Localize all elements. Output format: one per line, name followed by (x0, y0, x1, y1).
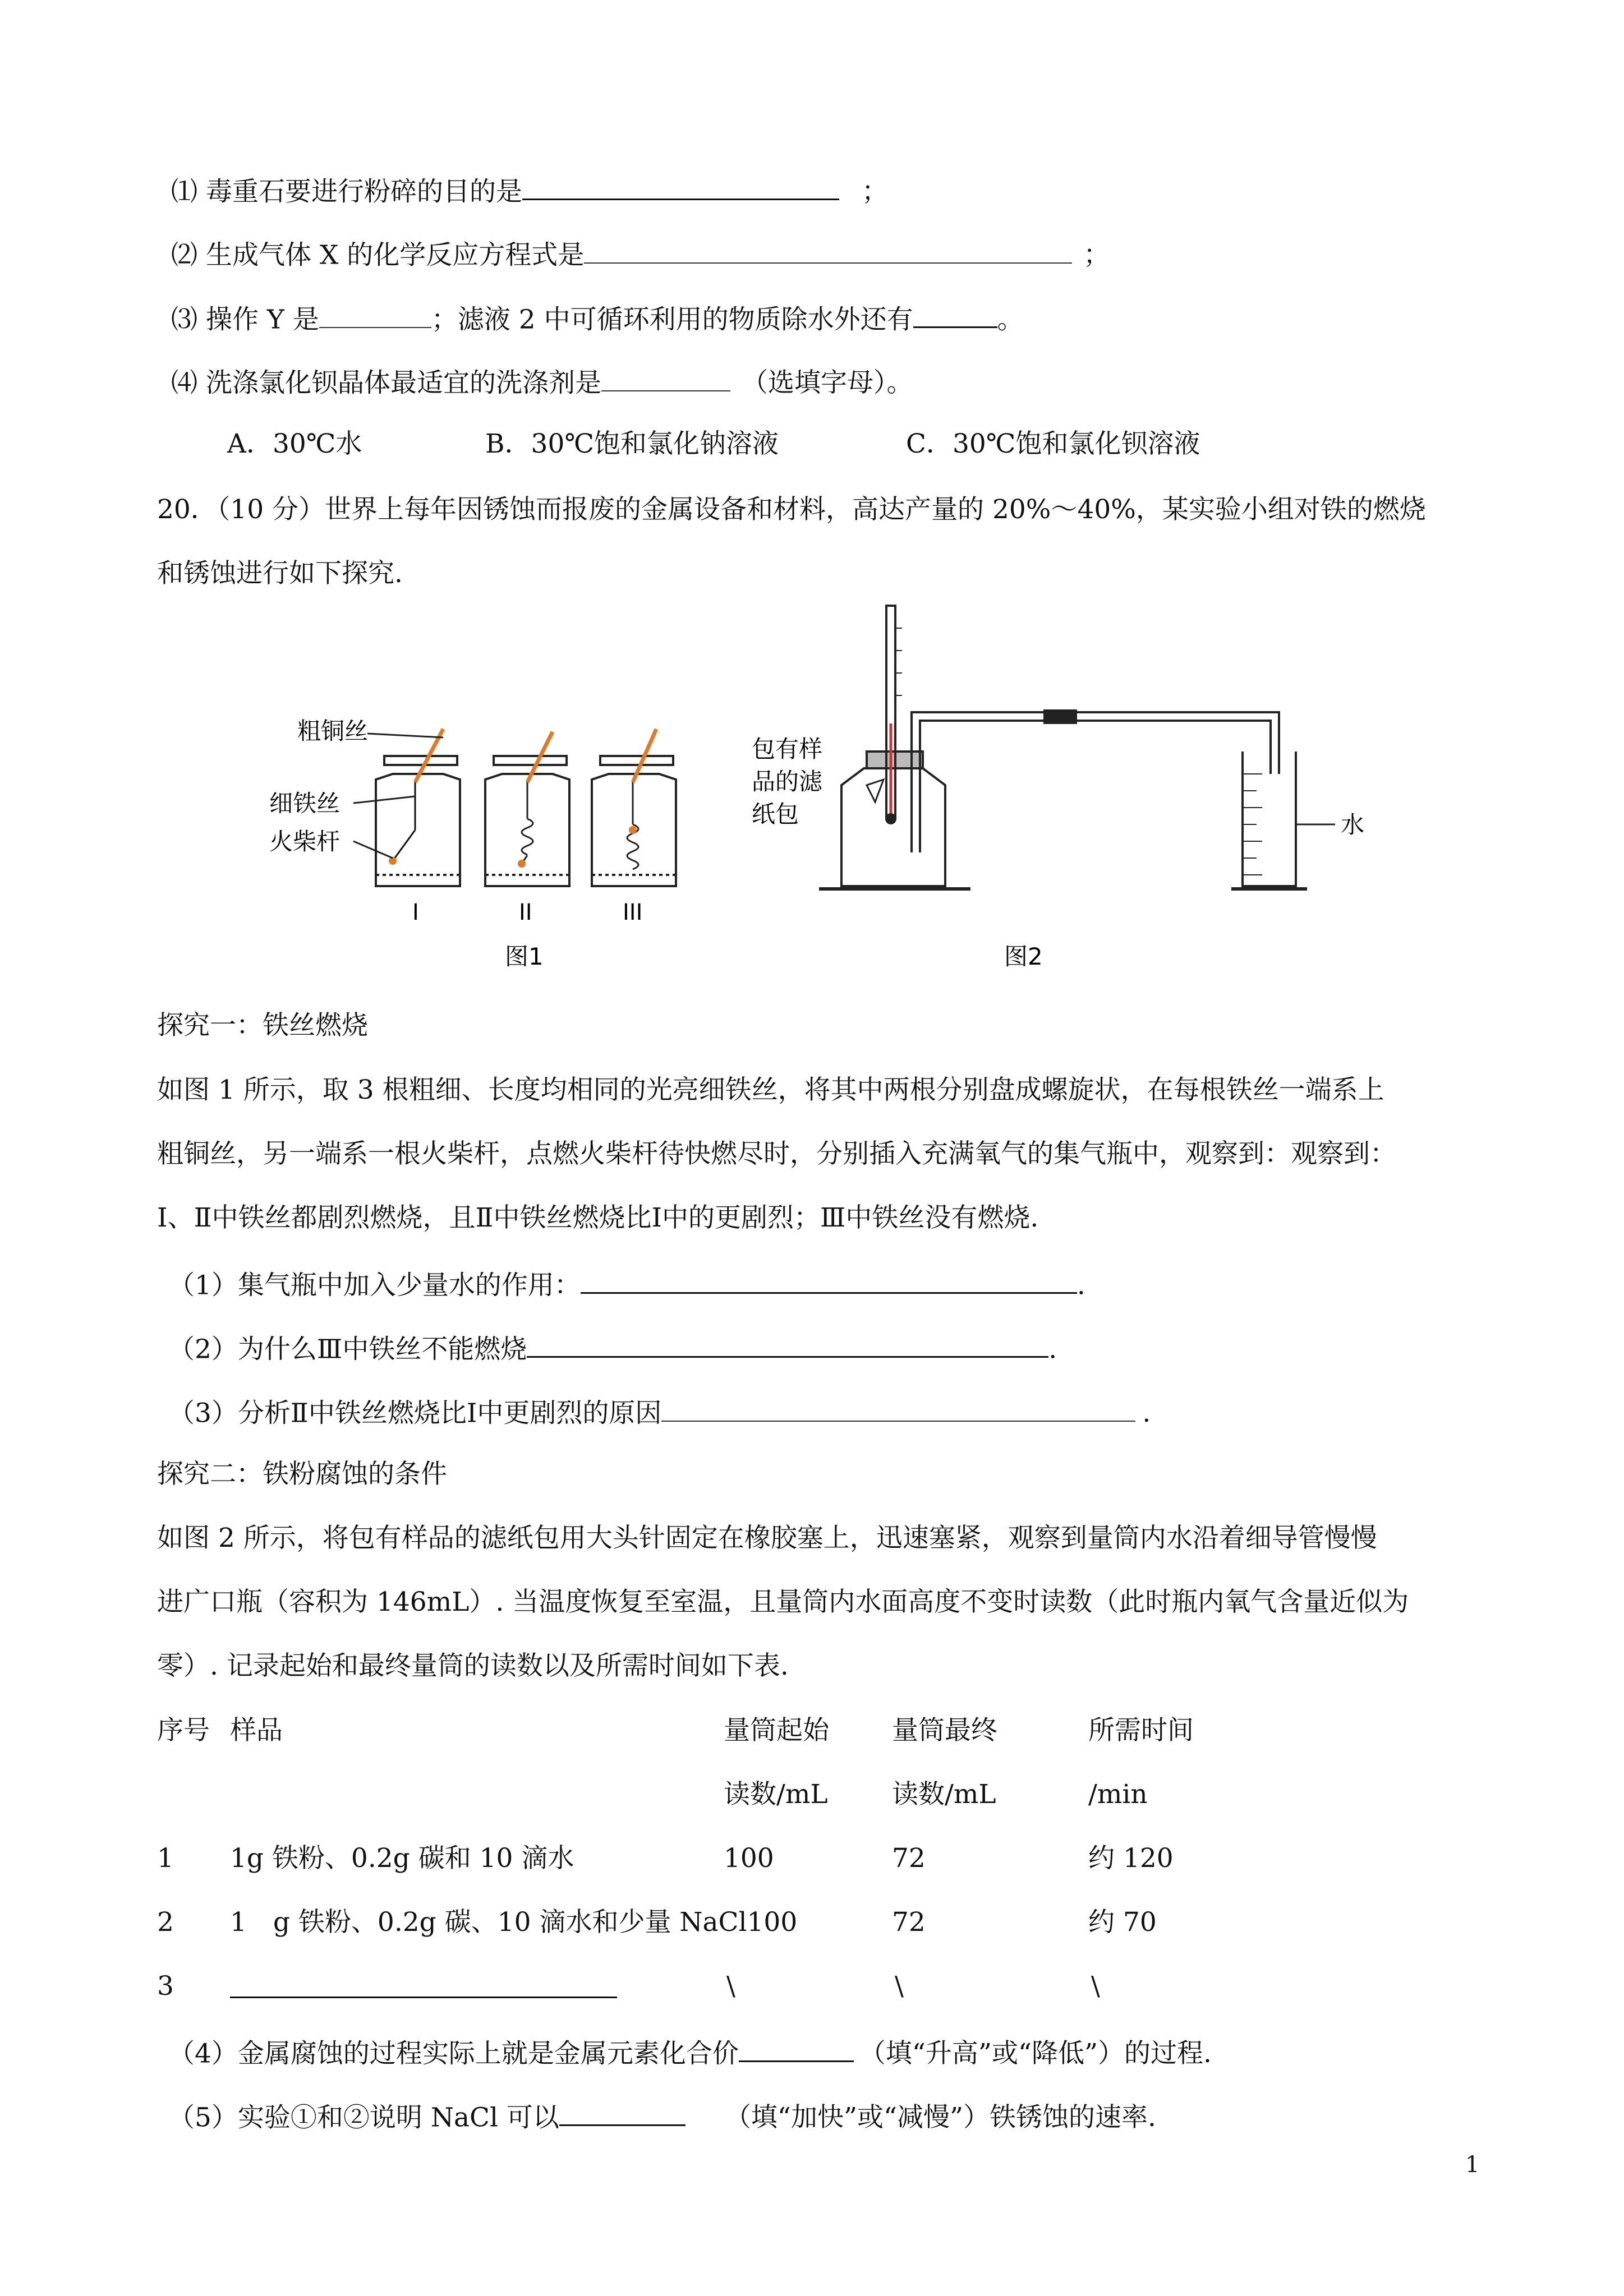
answer-blank-3b[interactable] (913, 303, 997, 328)
experiment-figure (258, 594, 1526, 987)
table-header-time-1: 所需时间 (1088, 1715, 1194, 1746)
inquiry1-para-line1: 如图 1 所示，取 3 根粗细、长度均相同的光亮细铁丝，将其中两根分别盘成螺旋状，在每根铁丝一端系上 (157, 1075, 1384, 1105)
q19-item-1: ⑴ 毒重石要进行粉碎的目的是 ； (171, 175, 888, 205)
question-4: （4）金属腐蚀的过程实际上就是金属元素化合价 （填“升高”或“降低”）的过程. (168, 2037, 1212, 2067)
figure-2-caption: 图2 (1004, 943, 1043, 970)
inquiry1-para-line3: Ⅰ、Ⅱ中铁丝都剧烈燃烧，且Ⅱ中铁丝燃烧比Ⅰ中的更剧烈；Ⅲ中铁丝没有燃烧. (157, 1202, 1039, 1233)
table-header-no: 序号 (157, 1715, 210, 1746)
table-row-2-time: 约 70 (1088, 1907, 1157, 1938)
graduated-cylinder (1231, 751, 1335, 889)
jar-1 (376, 729, 460, 886)
jar-label-1: I (412, 900, 419, 925)
label-sample-packet-1: 包有样 (752, 735, 823, 763)
answer-blank-i1[interactable] (581, 1269, 1077, 1294)
inquiry2-title: 探究二：铁粉腐蚀的条件 (157, 1459, 447, 1490)
figure-1-caption: 图1 (505, 943, 544, 970)
page-number: 1 (1465, 2152, 1480, 2178)
q20-intro-line2: 和锈蚀进行如下探究. (157, 558, 403, 589)
answer-blank-q4[interactable] (739, 2037, 854, 2062)
answer-blank-q5[interactable] (559, 2101, 686, 2126)
question-5: （5）实验①和②说明 NaCl 可以 （填“加快”或“减慢”）铁锈蚀的速率. (168, 2101, 1156, 2131)
answer-blank-2[interactable] (584, 239, 1072, 264)
answer-blank-i3[interactable] (661, 1397, 1135, 1422)
inquiry1-title: 探究一：铁丝燃烧 (157, 1010, 368, 1041)
inquiry2-para-line3: 零）. 记录起始和最终量筒的读数以及所需时间如下表. (157, 1650, 789, 1681)
wide-mouth-bottle (819, 606, 1279, 889)
table-row-3-end: \ (895, 1971, 904, 2002)
answer-blank-4[interactable] (601, 367, 730, 391)
q19-item-3: ⑶ 操作 Y 是 ；滤液 2 中可循环利用的物质除水外还有 。 (171, 303, 1024, 333)
jar-3 (592, 729, 676, 886)
table-row-1-start: 100 (724, 1843, 774, 1874)
label-sample-packet-3: 纸包 (752, 800, 799, 828)
answer-blank-1[interactable] (522, 175, 839, 200)
table-header-time-2: /min (1088, 1779, 1148, 1810)
q19-item-1-text: ⑴ 毒重石要进行粉碎的目的是 (171, 176, 522, 208)
table-header-sample: 样品 (230, 1715, 283, 1746)
table-header-end-2: 读数/mL (892, 1779, 996, 1810)
table-row-1-time: 约 120 (1088, 1843, 1174, 1874)
inquiry1-q1: （1）集气瓶中加入少量水的作用： . (168, 1269, 1085, 1298)
q20-intro-line1: 20．（10 分）世界上每年因锈蚀而报废的金属设备和材料，高达产量的 20%～40%，某实验小组对铁的燃烧 (157, 494, 1426, 525)
table-row-3-time: \ (1091, 1971, 1100, 2002)
inquiry1-q2: （2）为什么Ⅲ中铁丝不能燃烧 . (168, 1333, 1057, 1362)
table-row-1-sample: 1g 铁粉、0.2g 碳和 10 滴水 (230, 1843, 574, 1874)
q19-option-b: B．30℃饱和氯化钠溶液 (485, 428, 779, 459)
jar-label-3: III (623, 900, 643, 925)
inquiry1-q3: （3）分析Ⅱ中铁丝燃烧比Ⅰ中更剧烈的原因 . (168, 1398, 1151, 1429)
table-row-1-end: 72 (892, 1843, 926, 1874)
label-iron-wire: 细铁丝 (269, 790, 341, 817)
table-row-3-sample-blank[interactable] (230, 1973, 617, 2003)
table-header-start-2: 读数/mL (724, 1779, 828, 1810)
table-row-3-no: 3 (157, 1971, 174, 2002)
table-header-end-1: 量筒最终 (892, 1715, 997, 1746)
label-matchstick: 火柴杆 (269, 828, 341, 855)
table-row-2-sample: 1 g 铁粉、0.2g 碳、10 滴水和少量 NaCl100 (230, 1907, 798, 1938)
table-row-2-no: 2 (157, 1907, 174, 1938)
table-header-start-1: 量筒起始 (724, 1715, 829, 1746)
table-row-3-start: \ (726, 1971, 735, 2002)
table-row-2-end: 72 (892, 1907, 926, 1938)
inquiry2-para-line2: 进广口瓶（容积为 146mL）. 当温度恢复至室温，且量筒内水面高度不变时读数（此时瓶内氧气含量近似为 (157, 1587, 1409, 1617)
inquiry2-para-line1: 如图 2 所示，将包有样品的滤纸包用大头针固定在橡胶塞上，迅速塞紧，观察到量筒内水沿着细导管慢慢 (157, 1523, 1377, 1553)
q19-item-4: ⑷ 洗涤氯化钡晶体最适宜的洗涤剂是 （选填字母）。 (171, 367, 913, 399)
table-row-1-no: 1 (157, 1843, 174, 1874)
inquiry1-para-line2: 粗铜丝，另一端系一根火柴杆，点燃火柴杆待快燃尽时，分别插入充满氧气的集气瓶中，观察到：观察到： (157, 1138, 1396, 1169)
q19-option-c: C．30℃饱和氯化钡溶液 (906, 428, 1200, 459)
label-copper-wire: 粗铜丝 (297, 717, 369, 745)
q19-option-a: A．30℃水 (227, 428, 362, 459)
jar-2 (485, 732, 569, 886)
label-sample-packet-2: 品的滤 (752, 768, 823, 795)
q19-item-2: ⑵ 生成气体 X 的化学反应方程式是 ； (171, 239, 1110, 271)
answer-blank-3a[interactable] (319, 303, 431, 328)
label-water: 水 (1341, 811, 1365, 838)
jar-label-2: II (519, 900, 532, 925)
q19-item-2-text: ⑵ 生成气体 X 的化学反应方程式是 (171, 239, 585, 271)
answer-blank-i2[interactable] (527, 1333, 1048, 1358)
